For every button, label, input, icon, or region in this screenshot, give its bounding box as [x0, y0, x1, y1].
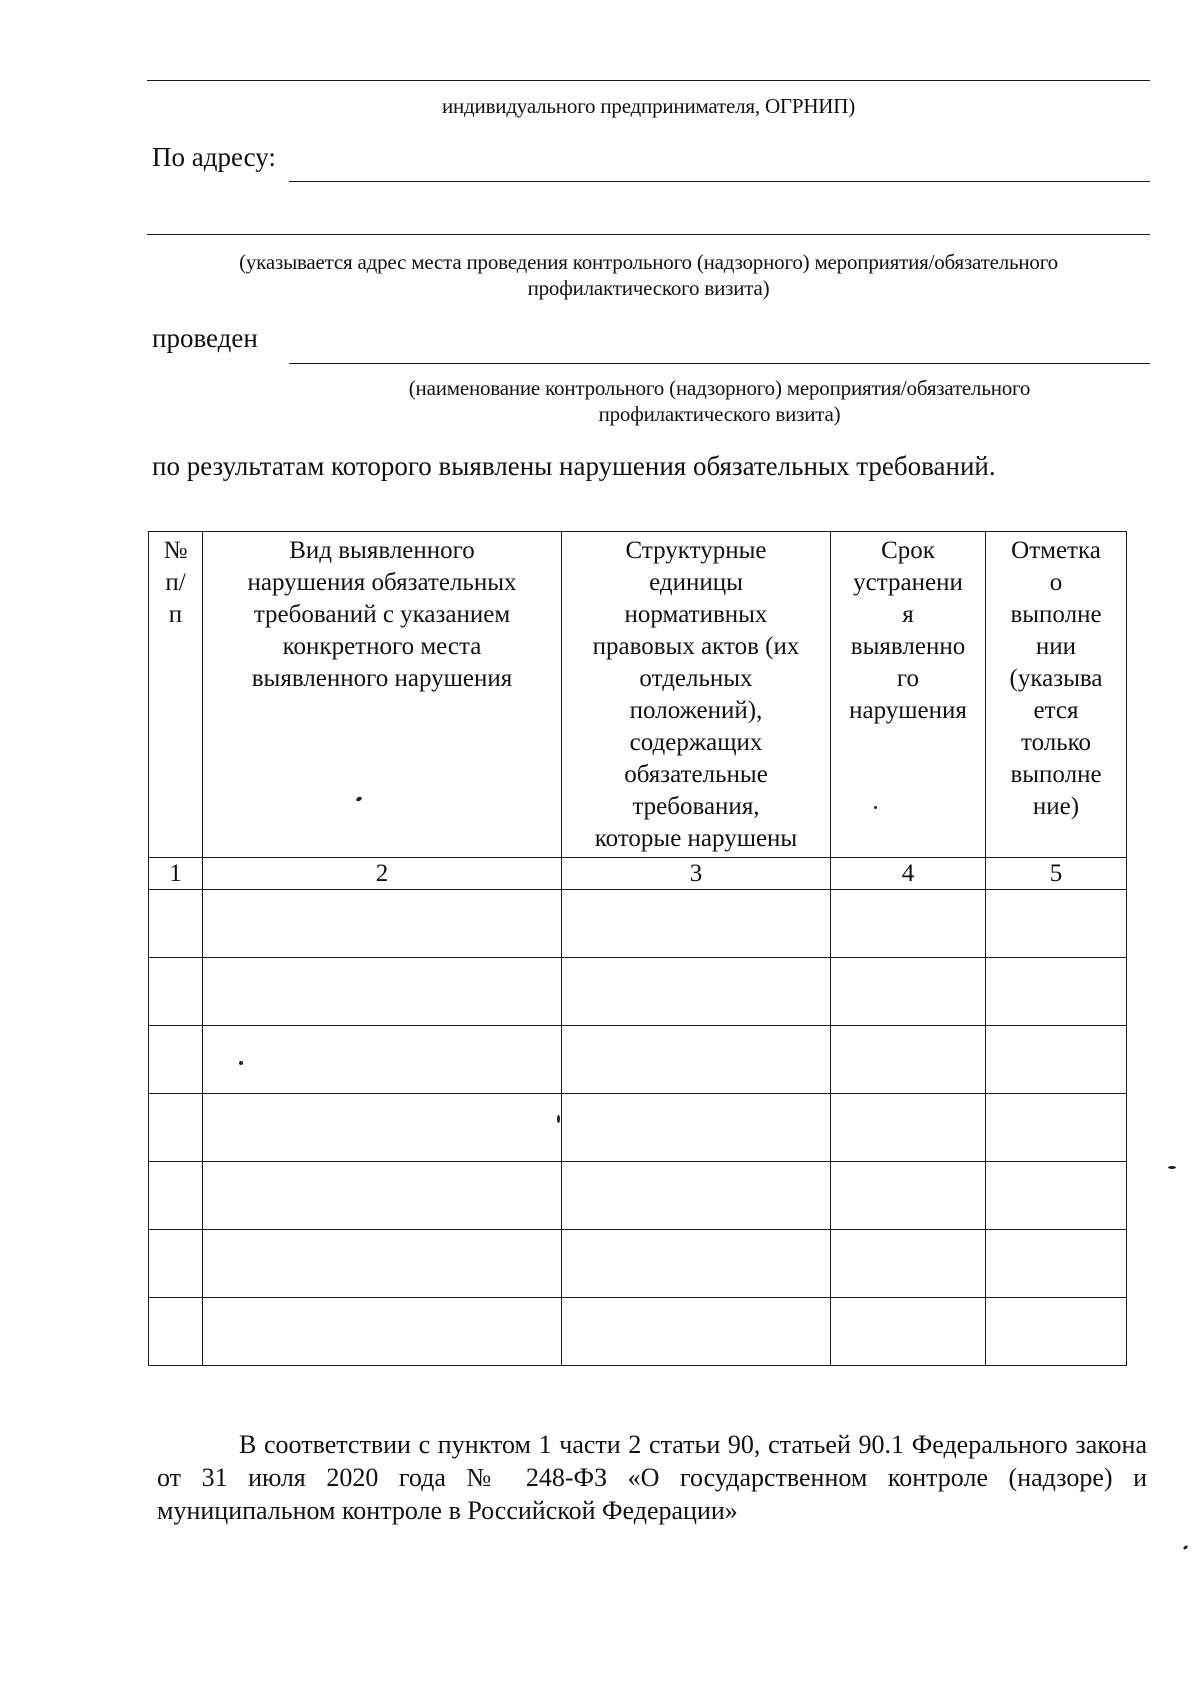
- column-header-line: выполне: [1010, 601, 1102, 628]
- column-header-line: о: [1049, 569, 1063, 596]
- address-line-2: [147, 234, 1150, 235]
- table-cell[interactable]: [149, 890, 203, 958]
- column-header-line: выполне: [1010, 761, 1102, 788]
- conducted-line: [289, 363, 1150, 364]
- column-number-1: 1: [149, 858, 203, 890]
- address-label: По адресу:: [152, 142, 276, 172]
- table-row: [149, 1026, 1127, 1094]
- column-number-3: 3: [562, 858, 831, 890]
- address-line-1: [289, 181, 1150, 182]
- table-cell[interactable]: [831, 958, 986, 1026]
- column-header-3: [562, 532, 831, 858]
- table-cell[interactable]: [986, 1230, 1127, 1298]
- column-header-line: ние): [1032, 793, 1080, 820]
- scan-speck: [557, 1115, 560, 1123]
- table-row: [149, 1298, 1127, 1366]
- scan-speck: [239, 1061, 243, 1065]
- table-cell[interactable]: [203, 1298, 562, 1366]
- table-row: [149, 958, 1127, 1026]
- column-header-line: устранени: [853, 569, 963, 596]
- table-cell[interactable]: [831, 1094, 986, 1162]
- table-cell[interactable]: [986, 1026, 1127, 1094]
- column-header-2: [203, 532, 562, 858]
- column-header-line: (указыва: [1009, 665, 1103, 692]
- column-header-line: только: [1020, 729, 1092, 756]
- table-cell[interactable]: [203, 1230, 562, 1298]
- table-row: [149, 1230, 1127, 1298]
- column-header-line: требований с указанием: [253, 601, 511, 628]
- results-text: по результатам которого выявлены нарушения обязательных требований.: [152, 451, 996, 481]
- table-cell[interactable]: [203, 1094, 562, 1162]
- table-cell[interactable]: [831, 1026, 986, 1094]
- table-cell[interactable]: [562, 890, 831, 958]
- column-number-row: [149, 858, 1127, 890]
- column-header-line: нарушения обязательных: [247, 569, 517, 596]
- table-cell[interactable]: [986, 1162, 1127, 1230]
- table-cell[interactable]: [562, 1162, 831, 1230]
- table-cell[interactable]: [562, 1026, 831, 1094]
- table-cell[interactable]: [149, 1162, 203, 1230]
- column-header-line: требования,: [632, 793, 760, 820]
- table-cell[interactable]: [986, 1094, 1127, 1162]
- table-row: [149, 890, 1127, 958]
- table-cell[interactable]: [149, 1298, 203, 1366]
- table-cell[interactable]: [149, 958, 203, 1026]
- column-header-4: [831, 532, 986, 858]
- table-cell[interactable]: [149, 1026, 203, 1094]
- table-cell[interactable]: [831, 890, 986, 958]
- scan-speck: [1168, 1166, 1176, 1169]
- table-cell[interactable]: [562, 1094, 831, 1162]
- table-cell[interactable]: [831, 1230, 986, 1298]
- column-number-4: 4: [831, 858, 986, 890]
- column-header-line: конкретного места: [282, 633, 482, 660]
- column-header-line: ется: [1033, 697, 1079, 724]
- column-header-line: п: [168, 601, 183, 628]
- column-header-line: нормативных: [624, 601, 768, 628]
- column-header-line: я: [902, 601, 914, 628]
- table-cell[interactable]: [203, 1162, 562, 1230]
- table-cell[interactable]: [149, 1230, 203, 1298]
- conducted-caption-line2: профилактического визита): [598, 402, 841, 426]
- column-header-line: №: [163, 537, 188, 564]
- column-header-line: единицы: [649, 569, 743, 596]
- table-cell[interactable]: [831, 1162, 986, 1230]
- column-header-line: выявленного нарушения: [251, 665, 513, 692]
- column-header-5: [986, 532, 1127, 858]
- column-header-1: [149, 532, 203, 858]
- entity-name-line: [147, 80, 1150, 81]
- column-header-line: положений),: [629, 697, 763, 724]
- column-number-2: 2: [203, 858, 562, 890]
- table-cell[interactable]: [986, 958, 1127, 1026]
- table-cell[interactable]: [562, 958, 831, 1026]
- column-header-line: Структурные: [625, 537, 767, 564]
- column-header-line: Срок: [881, 537, 935, 564]
- conducted-caption-line1: (наименование контрольного (надзорного) мероприятия/обязательного: [408, 376, 1031, 400]
- table-cell[interactable]: [203, 890, 562, 958]
- column-header-line: отдельных: [639, 665, 753, 692]
- column-number-5: 5: [986, 858, 1127, 890]
- address-caption-line2: профилактического визита): [527, 276, 770, 300]
- column-header-line: нии: [1035, 633, 1077, 660]
- column-header-line: которые нарушены: [594, 825, 798, 852]
- column-header-line: нарушения: [849, 697, 967, 724]
- table-row: [149, 1094, 1127, 1162]
- legal-basis-paragraph: В соответствии с пунктом 1 части 2 статьи 90, статьей 90.1 Федерального закона от 31 июля 2020 года № 248-ФЗ «О государственном контроле (надзоре) и муниципальном контроле в Российской Федерации»: [157, 1430, 1147, 1525]
- table-cell[interactable]: [562, 1230, 831, 1298]
- table-cell[interactable]: [149, 1094, 203, 1162]
- column-header-line: го: [896, 665, 920, 692]
- scan-speck: [1183, 1545, 1189, 1551]
- column-header-line: обязательные: [624, 761, 768, 788]
- scan-speck: [874, 806, 877, 809]
- column-header-line: Отметка: [1011, 537, 1101, 564]
- table-cell[interactable]: [986, 1298, 1127, 1366]
- column-header-line: п/: [165, 569, 186, 596]
- column-header-line: правовых актов (их: [592, 633, 800, 660]
- column-header-line: содержащих: [629, 729, 763, 756]
- table-cell[interactable]: [203, 958, 562, 1026]
- address-caption-line1: (указывается адрес места проведения контрольного (надзорного) мероприятия/обязательного: [239, 250, 1058, 274]
- table-row: [149, 1162, 1127, 1230]
- table-cell[interactable]: [831, 1298, 986, 1366]
- table-cell[interactable]: [986, 890, 1127, 958]
- entity-caption: индивидуального предпринимателя, ОГРНИП): [441, 94, 856, 118]
- violations-table: [148, 531, 1127, 1366]
- conducted-label: проведен: [152, 323, 258, 353]
- table-cell[interactable]: [203, 1026, 562, 1094]
- table-header-row: [149, 532, 1127, 858]
- column-header-line: Вид выявленного: [289, 537, 475, 564]
- column-header-line: выявленно: [850, 633, 966, 660]
- table-cell[interactable]: [562, 1298, 831, 1366]
